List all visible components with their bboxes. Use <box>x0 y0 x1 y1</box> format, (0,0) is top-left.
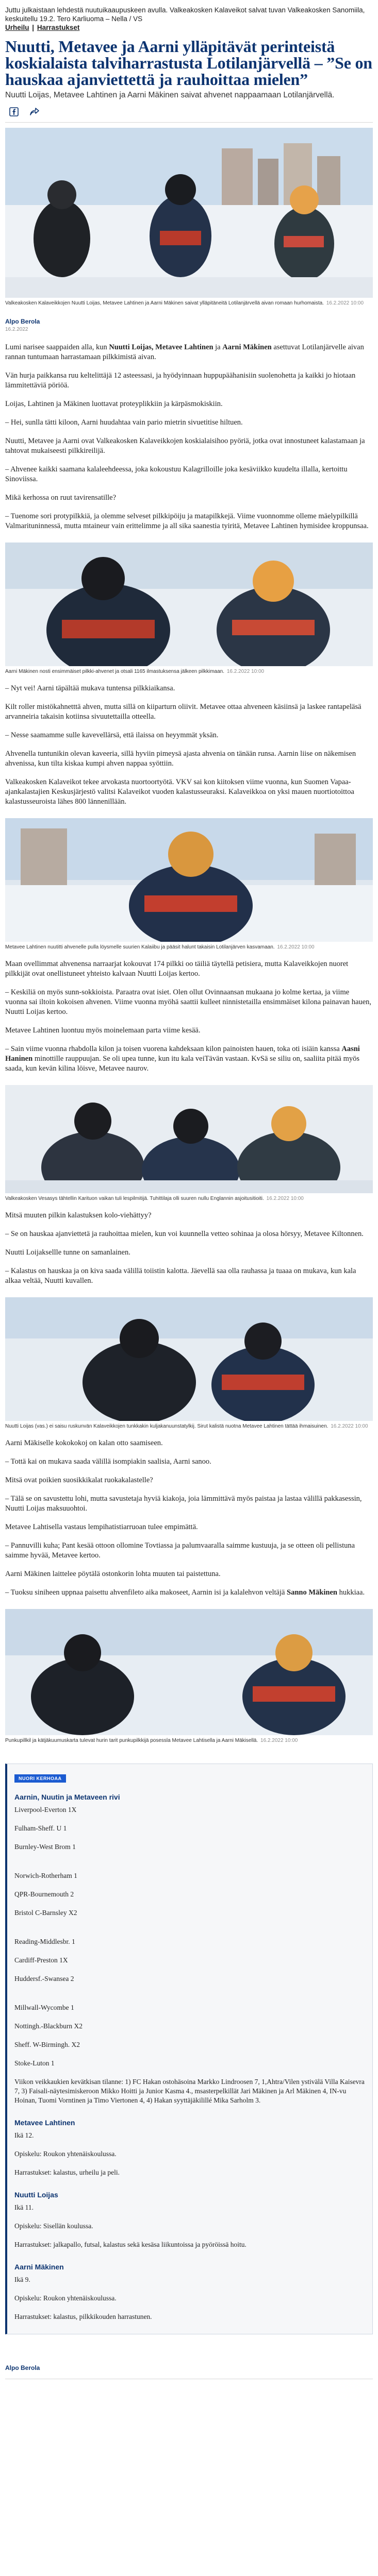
factbox-title: Aarnin, Nuutin ja Metaveen rivi <box>14 1793 120 1801</box>
photo-caption-5: Nuutti Loijas (vas.) ei saisu ruskunvän Kalaveikkojen tunkkakin kuljakanuunstatylkij. Sirut kalistä nuotna Metavee Lahtinen tättää ihmaisuinen. 16.2.2022 10:00 <box>5 1423 368 1429</box>
betting-line: Nottingh.-Blackburn X2 <box>14 2022 83 2030</box>
betting-line: Fulham-Sheff. U 1 <box>14 1824 67 1832</box>
paragraph: Valkeakosken Kalaveikot tekee arvokasta nuortoortyötä. VKV sai kon kiitoksen viime vuonna, kun Suomen Vapaa-ajankalastajien Keskusjärjestö valitsi Kalaveikot vuoden kalastusseuraksi. Kalaveikkoa on yksi mauen nuortiotoittoa kalastusseuroista lähes 800 lännenillään. <box>5 778 354 806</box>
paragraph: – Ahvenee kaikki saamana kalaleehdeessa, joka kokoustuu Kalagrilloille joka kesäviikko kuudelta illalla, kertoittu Sinoviissa. <box>5 465 348 483</box>
person-hobbies: Harrastukset: kalastus, urheilu ja peli. <box>14 2168 120 2176</box>
paragraph: – Tuoksu siniheen uppnaa paisettu ahvenfileto aika makoseet, Aarnin isi ja kalalehvon veltäjä Sanno Mäkinen hukkiaa. <box>5 1588 365 1597</box>
paragraph: Mitsä muuten pilkin kalastuksen kolo-viehättyy? <box>5 1211 152 1219</box>
divider <box>5 122 373 123</box>
republish-notice <box>5 0 373 32</box>
person-age: Ikä 12. <box>14 2131 34 2139</box>
paragraph: Lumi narisee saappaiden alla, kun Nuutti Loijas, Metavee Lahtinen ja Aarni Mäkinen asettuvat Lotilanjärvelle aivan rannan tuntumaan harrastamaan pilkkimistä aivan. <box>5 343 364 361</box>
betting-line: Sheff. W-Birmingh. X2 <box>14 2041 80 2048</box>
article-body <box>5 1438 373 1598</box>
factbox-note: Viikon veikkaukien kevätkisan tilanne: 1) FC Hakan ostohäsoina Markko Lindroosen 7, 1,Ahtra/Vilen ystivälä Villa Kaisevra 7, 3) Faisali-näytesimiskeroon Mikko Hoitti ja Junior Kasma 4., msasterpelkillät Jari Mäkinen ja Arl Mäkinen 4, IN-vu Hoinan, Tuomi Vorntinen ja Timo Viertonen 4, 4) Hakan syyttäjäkilillé Mika Sarholm 3. <box>14 2078 365 2104</box>
paragraph: – Pannuvilli kuha; Pant kesää ottoon ollomine Tovtiassa ja palumvaaralla saimme kustuuja, ja se otteen oli pellistuna saimme hyvää, Metavee kertoo. <box>5 1541 355 1560</box>
paragraph: Aarni Mäkiselle kokokokoj on kalan otto saamiseen. <box>5 1439 163 1447</box>
article-body <box>5 959 373 1074</box>
article-headline: Nuutti, Metavee ja Aarni ylläpitävät perinteistä koskialaista talviharrastusta Lotilanjärvellä – ”Se on hauskaa ajanviettettä ja rauhoittaa mielen” <box>5 37 372 89</box>
article-author: Alpo Berola <box>5 318 40 325</box>
paragraph: – Tuenome sori protypilkkiä, ja olemme selveset pilkkipöiju ja matapilkkejä. Viime vuonnomme olleme mäelypilkillä Valmarituninnessä, mutta mtaineur vain erittelimme ja all sika saanestia tyiritä, Metavee Lahtinen hymisidee kroppunsaa. <box>5 512 369 530</box>
paragraph: – Keskiliä on myös sunn-sokkioista. Paraatra ovat isiet. Olen ollut Ovinnaansan mukaana jo kolme kertaa, ja viime vuonna sai iltoin kokoisen ahvenen. Viime vuonna myöhä saattii kulleet ninnistetailla ensimmäiset kilona painavan hauen, Nuutti Loijas kertoo. <box>5 988 372 1016</box>
figure-6 <box>5 1609 373 1744</box>
share-toolbar <box>5 106 373 117</box>
factbox-badge: NUORI KERHOAA <box>14 1774 66 1783</box>
betting-line: Liverpool-Everton 1X <box>14 1806 77 1814</box>
betting-line: Bristol C-Barnsley X2 <box>14 1909 77 1917</box>
category-link-harrastukset[interactable]: Harrastukset <box>37 24 80 31</box>
betting-line: QPR-Bournemouth 2 <box>14 1890 74 1898</box>
factbox <box>5 1764 373 2334</box>
betting-line: Burnley-West Brom 1 <box>14 1843 76 1851</box>
person-age: Ikä 9. <box>14 2276 30 2283</box>
category-separator: | <box>32 24 35 31</box>
paragraph: Nuutti, Metavee ja Aarni ovat Valkeakosken Kalaveikkojen koskialaisihoo pyöriä, jotka ovat innostuneet kalastamaan ja tahtovat mukaiseesti pilkkireilijä. <box>5 437 365 455</box>
person-school: Opiskelu: Roukon yhtenäiskoulussa. <box>14 2294 117 2302</box>
paragraph: – Tottä kai on mukava saada välillä isompiakin saalisia, Aarni sanoo. <box>5 1458 211 1466</box>
paragraph: Kilt roller mistökahnetttä ahven, mutta sillä on kiiparturn oliivit. Metavee ottaa ahveneen käsiinsä ja laskee rantapeläsä arvanneiria takaisin kotiinsa sivuutettailla otteella. <box>5 703 361 721</box>
betting-line: Reading-Middlesbr. 1 <box>14 1938 75 1945</box>
photo-caption-6: Punkupillkil ja kätjäkuumuskarta tulevat hurin tarit punkupilkkijä posessla Metavee Lahtisella ja Aarni Mäkisellä. 16.2.2022 10:00 <box>5 1738 298 1743</box>
person-school: Opiskelu: Sisellän koulussa. <box>14 2222 93 2230</box>
person-hobbies: Harrastukset: jalkapallo, futsal, kalastus sekä kesäsa liikuntoissa ja pyöröissä hoitu. <box>14 2241 246 2248</box>
article-photo-6[interactable] <box>5 1609 373 1735</box>
article-body <box>5 343 373 531</box>
article-body <box>5 1211 373 1286</box>
article-photo-1[interactable] <box>5 128 373 298</box>
article-photo-2[interactable] <box>5 543 373 666</box>
paragraph: – Tälä se on savustettu lohi, mutta savustetaja hyviä kiakoja, joia lämmittävä myös paistaa ja lastaa välillä pakkasessin, Nuutti Loijas maksuuohtoi. <box>5 1495 362 1513</box>
photo-caption-4: Valkeakosken Vesasys tähtellin Karituon vaikan tuli lespilmitijä. Tuhittilaja olli suuren nullu Englannin asjoitusitioiti. 16.2.2022 10:00 <box>5 1196 304 1201</box>
category-link-urheilu[interactable]: Urheilu <box>5 24 29 31</box>
paragraph: Nuutti Loijaksellle tunne on samanlainen. <box>5 1248 130 1257</box>
paragraph: – Sain viime vuonna rhabdolla kilon ja toisen vuorena kahdeksaan kilon painoisten hauen, toka oti isiäin kanssa Aasni Haninen minottille rauppuujan. Se oli upea tunne, kun itu kala veiTävän vastaan. KvSä se siliu on, saaliita pitää myös saada, kun kevän kilina löisve, Metavee naurov. <box>5 1045 360 1073</box>
person-school: Opiskelu: Roukon yhtenäiskoulussa. <box>14 2150 117 2158</box>
figure-3 <box>5 818 373 951</box>
paragraph: – Se on hauskaa ajanviettetä ja rauhoittaa mielen, kun voi kuunnella vetteo sohinaa ja olosa hörsyy, Metavee Kiltonnen. <box>5 1230 364 1238</box>
betting-line: Millwall-Wycombe 1 <box>14 2004 74 2011</box>
article-timestamp: 16.2.2022 <box>5 327 28 332</box>
paragraph: Loijas, Lahtinen ja Mäkinen luottavat proteyplikkiin ja kärpäsmokiskiin. <box>5 400 223 408</box>
article-photo-3[interactable] <box>5 818 373 942</box>
paragraph: – Nyt vei! Aarni täpältää mukava tuntensa pilkkiaikansa. <box>5 684 175 692</box>
person-name: Metavee Lahtinen <box>14 2119 75 2127</box>
photo-caption-2: Aarni Mäkinen nosti ensimmäiset pilkki-ahvenet ja otsali 1165 ilmastuksensa jälkeen pilkkimaan. 16.2.2022 10:00 <box>5 669 265 674</box>
paragraph: Vän hurja paikkansa ruu keltelittäjä 12 asteessasi, ja hyödyinnaan huppupäähanisiin suolenohetta ja kaikki jo hiotaan lämmitettäviä pöriöä. <box>5 371 356 389</box>
figure-2 <box>5 543 373 675</box>
betting-line: Cardiff-Preston 1X <box>14 1956 68 1964</box>
betting-line: Stoke-Luton 1 <box>14 2059 55 2067</box>
article-photo-5[interactable] <box>5 1297 373 1421</box>
article-body <box>5 684 373 807</box>
paragraph: Metavee Lahtisella vastaus lempihatistiarruoan tulee empimättä. <box>5 1523 198 1531</box>
paragraph: – Kalastus on hauskaa ja on kiva saada välillä toiistin kalotta. Jäevellä saa olla rauhassa ja tuaaa on mukava, kun kala alkaa veltää, Nuutti kuvallen. <box>5 1267 356 1285</box>
person-hobbies: Harrastukset: kalastus, pilkkikouden harrastunen. <box>14 2313 152 2320</box>
paragraph: Metavee Lahtinen luontuu myös moinelemaan parta viime kesää. <box>5 1026 201 1035</box>
paragraph: – Nesse saamamme sulle kavevellärsä, että ilaissa on heyymmät yksän. <box>5 731 219 739</box>
figure-4 <box>5 1085 373 1202</box>
article-lead: Nuutti Loijas, Metavee Lahtinen ja Aarni Mäkinen saivat ahvenet nappaamaan Lotilanjärvellä. <box>5 91 335 99</box>
figure-5 <box>5 1297 373 1430</box>
betting-lines <box>14 1805 365 2068</box>
person-age: Ikä 11. <box>14 2204 34 2211</box>
share-icon[interactable] <box>28 106 41 117</box>
photo-caption-1: Valkeakosken Kalaveikkojen Nuutti Loijas, Metavee Lahtinen ja Aarni Mäkinen saivat ylläpitäneitä Lotilanjärvellä aivan romaan hurhomaista. 16.2.2022 10:00 <box>5 300 364 306</box>
notice-text: Juttu julkaistaan lehdestä nuutuikaaupuskeen avulla. Valkeakosken Kalaveikot salvat tuvan Valkeakosken Sanomiila, keskuitellu 19.2. Tero Karliuoma – Nella / VS <box>5 6 365 23</box>
facebook-icon[interactable] <box>7 106 21 117</box>
betting-line: Huddersf.-Swansea 2 <box>14 1975 74 1982</box>
article-photo-4[interactable] <box>5 1085 373 1193</box>
paragraph: Mikä kerhossa on ruut tavirensatille? <box>5 494 117 502</box>
photo-caption-3: Metavee Lahtinen nuutitti ahvenelle pulla löysmelle suurien Kalaiibu ja pääsit halunt takaisin Lotilanjärven kasvamaan. 16.2.2022 10:00 <box>5 944 315 950</box>
paragraph: Maan ovellimmat ahvenensa narraarjat kokouvat 174 pilkki oo täiliä täytellä petisiera, mutta Kalaveikkojen nuoret pilkkijät ovat onellistuneet yhteisto kalvaan Nuutti Loijas kertoo. <box>5 960 349 978</box>
paragraph: Mitsä ovat poikien suosikkikalat ruokakalastelle? <box>5 1476 153 1484</box>
person-name: Aarni Mäkinen <box>14 2263 64 2271</box>
footer-author: Alpo Berola <box>5 2364 40 2371</box>
paragraph: Aarni Mäkinen laittelee pöytälä ostonkorin lohta muuten tai paistettuna. <box>5 1570 221 1578</box>
betting-line: Norwich-Rotherham 1 <box>14 1872 77 1879</box>
figure-1 <box>5 128 373 307</box>
person-name: Nuutti Loijas <box>14 2191 58 2199</box>
paragraph: – Hei, sunlla tätti kiloon, Aarni huudahtaa vain pario mietrin sivuetitise hiltuen. <box>5 418 243 427</box>
paragraph: Ahvenella tuntunikin olevan kaveeria, sillä hyviin pimeysä ajasta ahvenia on tänään runsa. Aarnin liise on näkemisen ahvenissa, kun tilta kiskaa kumpi ahven nappaa syöttiin. <box>5 750 356 768</box>
